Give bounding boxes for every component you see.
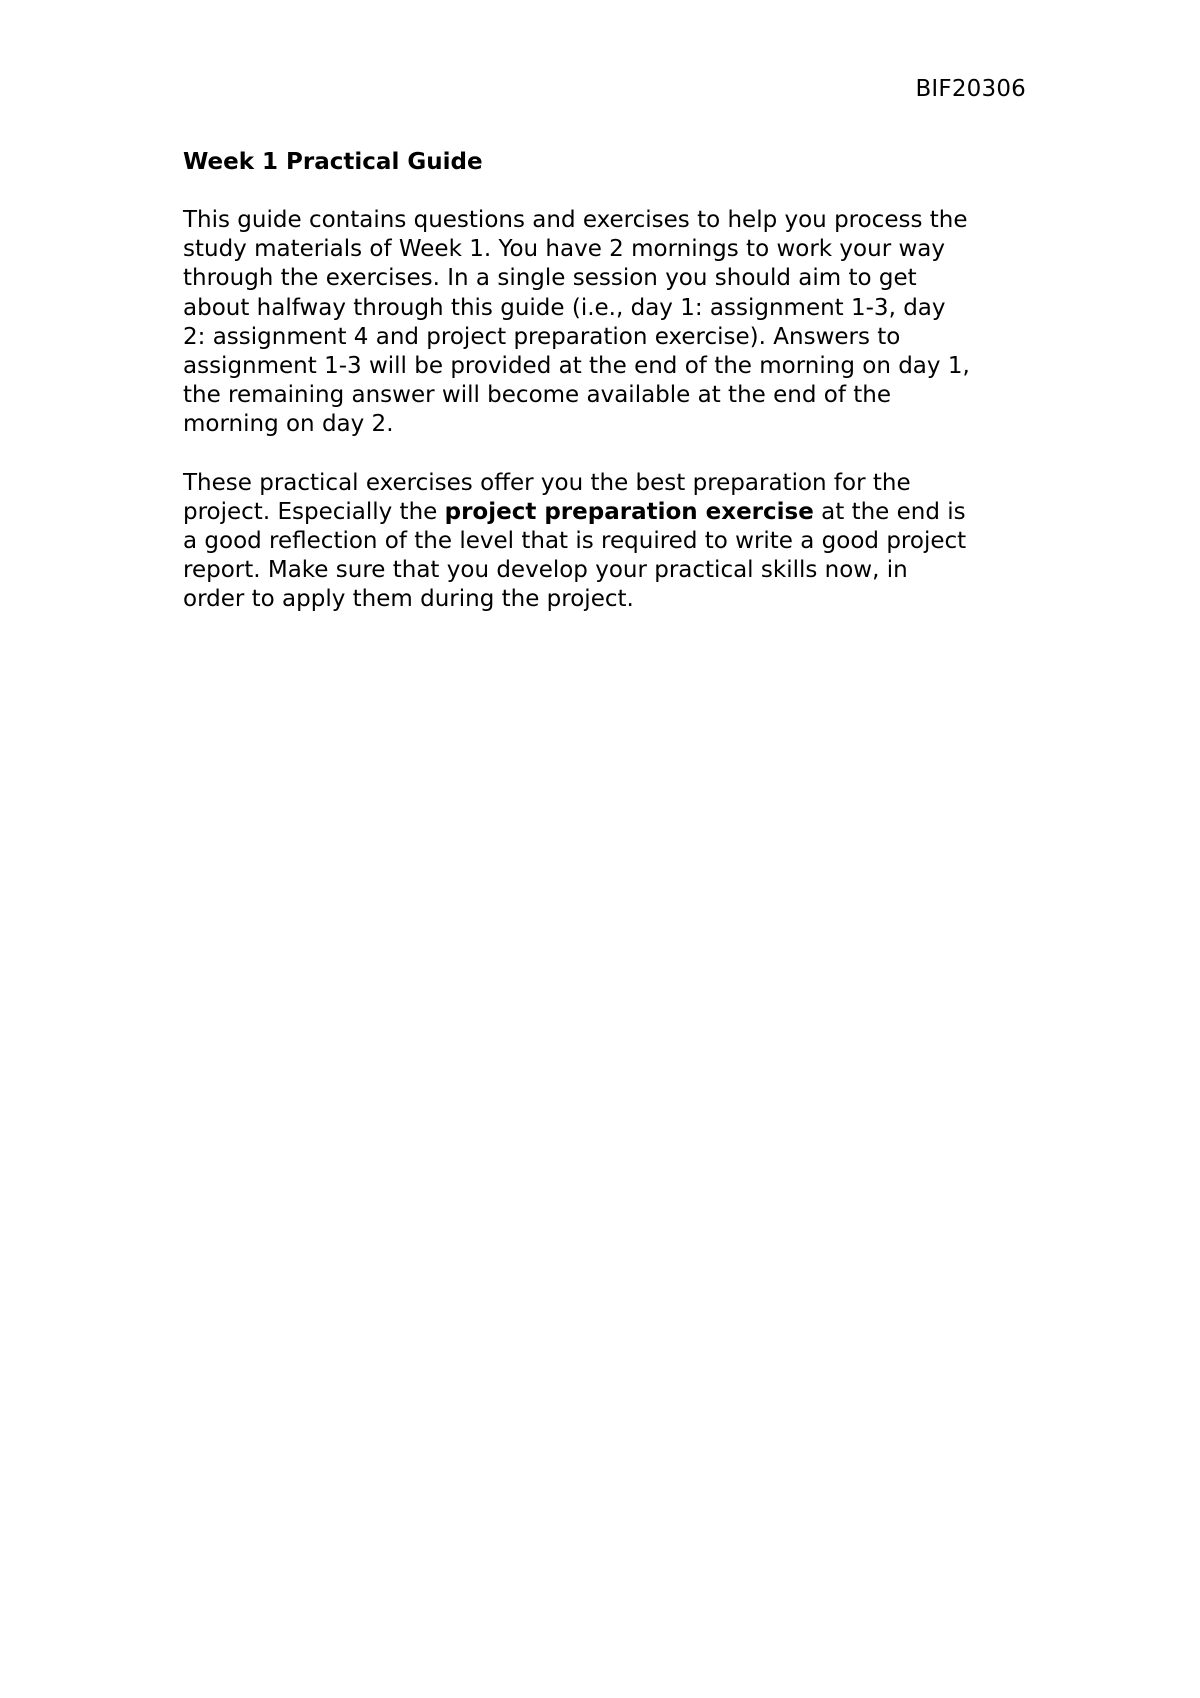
intro-line: assignment 1-3 will be provided at the end of the morning on day 1, [183, 353, 970, 380]
preparation-line: a good reflection of the level that is required to write a good project [183, 528, 967, 555]
course-code: BIF20306 [915, 76, 1026, 102]
preparation-text: at the end is [813, 498, 966, 525]
preparation-line: report. Make sure that you develop your practical skills now, in [183, 557, 908, 584]
intro-paragraph [183, 206, 1043, 440]
document-body [183, 147, 1043, 644]
document-title: Week 1 Practical Guide [183, 149, 483, 175]
emphasis-text: project preparation exercise [444, 498, 814, 525]
intro-line: through the exercises. In a single session you should aim to get [183, 265, 917, 292]
intro-line: the remaining answer will become available at the end of the [183, 382, 891, 409]
preparation-line: These practical exercises offer you the best preparation for the [183, 469, 911, 496]
intro-line: study materials of Week 1. You have 2 mornings to work your way [183, 236, 945, 263]
preparation-paragraph [183, 469, 1043, 615]
intro-line: 2: assignment 4 and project preparation exercise). Answers to [183, 323, 901, 350]
preparation-line: order to apply them during the project. [183, 586, 634, 613]
preparation-line [183, 498, 1043, 527]
intro-line: morning on day 2. [183, 411, 394, 438]
intro-line: about halfway through this guide (i.e., day 1: assignment 1-3, day [183, 294, 946, 321]
intro-line: This guide contains questions and exercises to help you process the [183, 207, 968, 233]
preparation-text: project. Especially the [183, 498, 445, 525]
